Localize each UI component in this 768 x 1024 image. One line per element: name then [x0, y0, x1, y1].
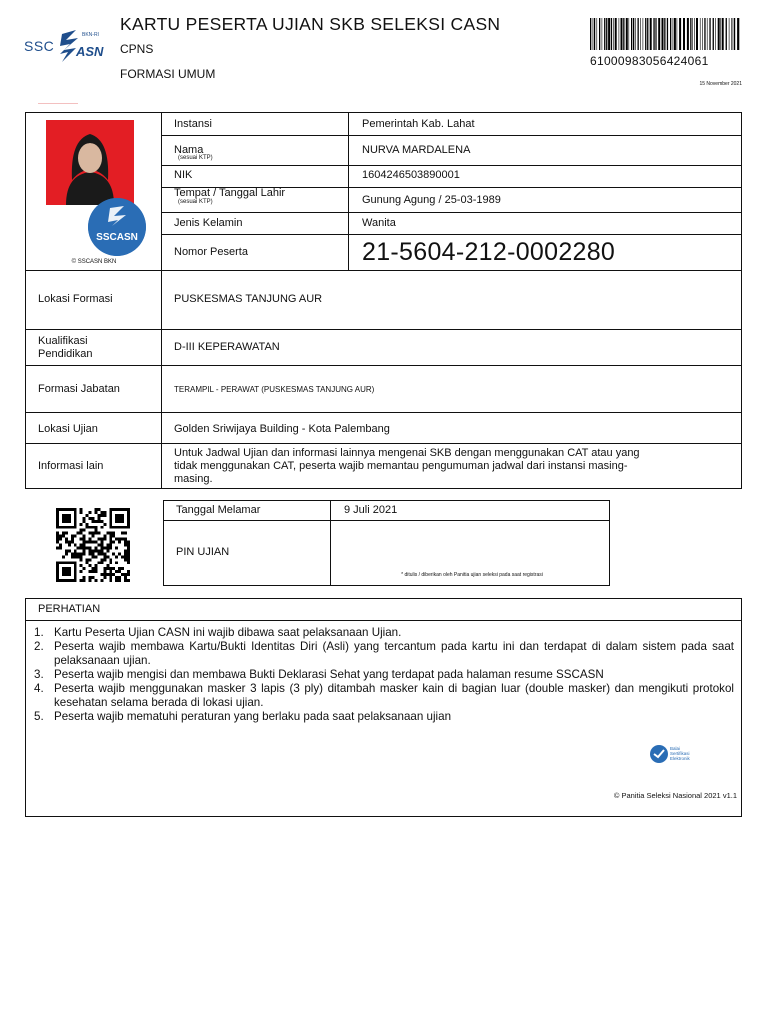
instansi-label: Instansi: [174, 118, 212, 130]
nomor-peserta-value: 21-5604-212-0002280: [362, 238, 616, 266]
kualifikasi-label-2: Pendidikan: [38, 348, 93, 360]
informasi-lain-line-3: masing.: [174, 473, 213, 485]
list-item: 5. Peserta wajib mematuhi peraturan yang berlaku pada saat pelaksanaan ujian: [34, 710, 452, 723]
decorative-mark: [38, 103, 78, 104]
stamp-text: SSCASN: [96, 232, 138, 243]
lokasi-ujian-value: Golden Sriwijaya Building - Kota Palembang: [174, 423, 390, 435]
barcode-image: [590, 18, 740, 50]
ttl-value: Gunung Agung / 25-03-1989: [362, 194, 501, 206]
photo-caption: © SSCASN BKN: [71, 259, 117, 265]
list-item: 1. Kartu Peserta Ujian CASN ini wajib dibawa saat pelaksanaan Ujian.: [34, 626, 402, 639]
nama-label: Nama: [174, 144, 204, 156]
formasi-jabatan-value: TERAMPIL - PERAWAT (PUSKESMAS TANJUNG AUR): [174, 385, 375, 394]
barcode-number: 6100098305642406​1: [590, 54, 709, 68]
qr-code-image: [54, 508, 132, 582]
pin-note: * ditulis / diberikan oleh Panitia ujian seleksi pada saat registrasi: [401, 572, 543, 578]
lokasi-formasi-label: Lokasi Formasi: [38, 293, 113, 305]
print-date: 15 November 2021: [699, 81, 742, 87]
list-item: 4. Peserta wajib menggunakan masker 3 lapis (3 ply) ditambah masker kain di bagian luar (double masker) dan mengikuti protokol kesehatan selama berada di lokasi ujian.: [34, 682, 734, 709]
bse-logo-text: Balai Sertifikasi Elektronik: [670, 746, 690, 761]
lokasi-formasi-value: PUSKESMAS TANJUNG AUR: [174, 293, 323, 305]
jenis-kelamin-label: Jenis Kelamin: [174, 217, 243, 229]
instansi-value: Pemerintah Kab. Lahat: [362, 118, 475, 130]
formasi-jabatan-label: Formasi Jabatan: [38, 383, 120, 395]
list-item: 2. Peserta wajib membawa Kartu/Bukti Identitas Diri (Asli) yang tercantum pada kartu ini dan terdapat di dalam sistem pada saat pelaksanaan ujian.: [34, 640, 734, 667]
card-title: KARTU PESERTA UJIAN SKB SELEKSI CASN: [120, 14, 501, 34]
participant-photo: [46, 120, 134, 205]
bse-logo-icon: [650, 745, 668, 763]
tanggal-melamar-label: Tanggal Melamar: [176, 504, 261, 516]
informasi-lain-label: Informasi lain: [38, 460, 104, 472]
jenis-kelamin-value: Wanita: [362, 217, 396, 229]
card-subtitle-formasi: FORMASI UMUM: [120, 67, 216, 81]
perhatian-list: [30, 626, 734, 724]
ttl-sublabel: (sesuai KTP): [178, 199, 213, 205]
perhatian-title: PERHATIAN: [38, 603, 101, 615]
logo-asn-text: ASN: [76, 44, 104, 59]
lokasi-ujian-label: Lokasi Ujian: [38, 423, 98, 435]
footer-copyright: © Panitia Seleksi Nasional 2021 v1.1: [613, 791, 737, 800]
list-item: 3. Peserta wajib mengisi dan membawa Bukti Deklarasi Sehat yang terdapat pada halaman resume SSCASN: [34, 668, 604, 681]
nama-sublabel: (sesuai KTP): [178, 155, 213, 161]
tanggal-melamar-value: 9 Juli 2021: [344, 504, 398, 516]
ttl-label: Tempat / Tanggal Lahir: [174, 187, 286, 199]
nomor-peserta-label: Nomor Peserta: [174, 246, 248, 258]
kualifikasi-label-1: Kualifikasi: [38, 335, 88, 347]
sscasn-stamp-icon: [88, 198, 146, 256]
logo-ssc-text: SSC: [24, 38, 55, 54]
nama-value: NURVA MARDALENA: [362, 144, 471, 156]
nik-label: NIK: [174, 169, 193, 181]
kualifikasi-value: D-III KEPERAWATAN: [174, 341, 280, 353]
card-subtitle-cpns: CPNS: [120, 42, 154, 56]
logo-bkn-text: BKN-RI: [82, 32, 99, 38]
nik-value: 1604246503890001: [362, 169, 460, 181]
informasi-lain-line-2: tidak menggunakan CAT, peserta wajib memantau pengumuman jadwal dari instansi masing-: [174, 460, 628, 472]
pin-ujian-label: PIN UJIAN: [176, 546, 230, 558]
informasi-lain-line-1: Untuk Jadwal Ujian dan informasi lainnya mengenai SKB dengan menggunakan CAT atau yang: [174, 447, 640, 459]
sscasn-logo: [24, 28, 104, 68]
